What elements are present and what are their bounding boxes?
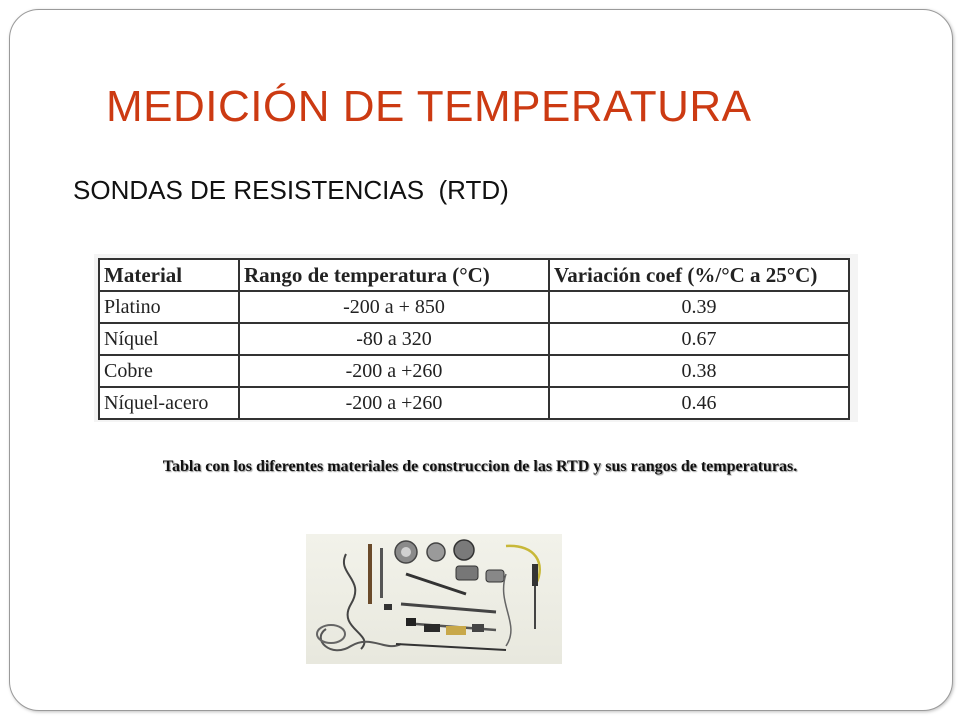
table-header-cell: Variación coef (%/°C a 25°C): [549, 259, 849, 291]
table-cell: -200 a + 850: [239, 291, 549, 323]
table-header-cell: Rango de temperatura (°C): [239, 259, 549, 291]
table-caption: Tabla con los diferentes materiales de construccion de las RTD y sus rangos de temperaturas.: [162, 458, 798, 475]
table-row: [99, 291, 849, 323]
rtd-probes-photo: [306, 534, 562, 664]
table-cell: 0.46: [549, 387, 849, 419]
table-cell: Cobre: [99, 355, 239, 387]
rtd-materials-table: [98, 258, 850, 420]
table-row: [99, 323, 849, 355]
table-cell: -200 a +260: [239, 355, 549, 387]
table-row: [99, 387, 849, 419]
table-header-cell: Material: [99, 259, 239, 291]
table-cell: Níquel-acero: [99, 387, 239, 419]
slide-subtitle: SONDAS DE RESISTENCIAS (RTD): [73, 175, 509, 205]
table-cell: 0.38: [549, 355, 849, 387]
table-cell: 0.67: [549, 323, 849, 355]
table-cell: -80 a 320: [239, 323, 549, 355]
table-cell: Platino: [99, 291, 239, 323]
table-cell: -200 a +260: [239, 387, 549, 419]
table-header-row: [99, 259, 849, 291]
table-cell: Níquel: [99, 323, 239, 355]
slide-title: MEDICIÓN DE TEMPERATURA: [106, 82, 752, 131]
table-row: [99, 355, 849, 387]
rtd-table-image: [94, 254, 858, 422]
rtd-probes-illustration: [306, 534, 562, 664]
table-cell: 0.39: [549, 291, 849, 323]
